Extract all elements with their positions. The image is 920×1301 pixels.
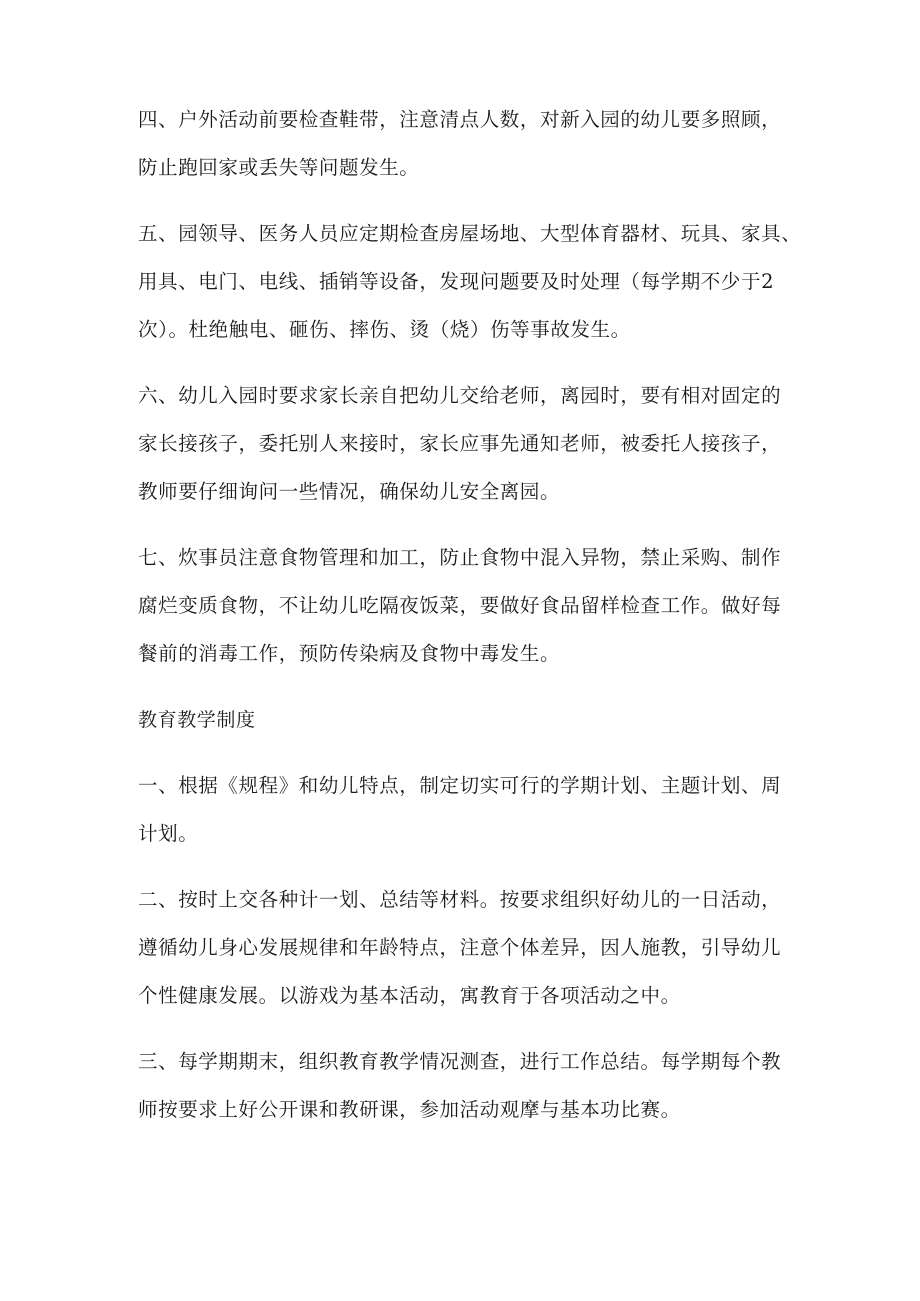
- text-line: 七、炊事员注意食物管理和加工，防止食物中混入异物，禁止采购、制作: [138, 546, 782, 569]
- text-line: 六、幼儿入园时要求家长亲自把幼儿交给老师，离园时，要有相对固定的: [138, 384, 782, 407]
- text-line: 计划。: [138, 822, 199, 845]
- text-line: 二、按时上交各种计一划、总结等材料。按要求组织好幼儿的一日活动，: [138, 888, 782, 911]
- paragraph-rule-5: [138, 210, 802, 354]
- paragraph-rule-7: [138, 534, 798, 678]
- text-line: 腐烂变质食物，不让幼儿吃隔夜饭菜，要做好食品留样检查工作。做好每: [138, 594, 782, 617]
- text-line: 用具、电门、电线、插销等设备，发现问题要及时处理（每学期不少于2: [138, 270, 775, 293]
- paragraph-edu-3: [138, 1038, 798, 1134]
- paragraph-rule-6: [138, 372, 798, 516]
- text-line: 四、户外活动前要检查鞋带，注意清点人数，对新入园的幼儿要多照顾，: [138, 108, 782, 131]
- text-line: 五、园领导、医务人员应定期检查房屋场地、大型体育器材、玩具、家具、: [138, 222, 802, 245]
- section-heading-block: [138, 696, 798, 744]
- text-line: 一、根据《规程》和幼儿特点，制定切实可行的学期计划、主题计划、周: [138, 774, 782, 797]
- text-line: 教师要仔细询问一些情况，确保幼儿安全离园。: [138, 480, 561, 503]
- text-line: 师按要求上好公开课和教研课，参加活动观摩与基本功比赛。: [138, 1098, 681, 1121]
- text-line: 次）。杜绝触电、砸伤、摔伤、烫（烧）伤等事故发生。: [138, 318, 631, 341]
- text-line: 个性健康发展。以游戏为基本活动，寓教育于各项活动之中。: [138, 984, 681, 1007]
- text-line: 遵循幼儿身心发展规律和年龄特点，注意个体差异，因人施教，引导幼儿: [138, 936, 782, 959]
- paragraph-edu-1: [138, 762, 798, 858]
- text-line: 家长接孩子，委托别人来接时，家长应事先通知老师，被委托人接孩子，: [138, 432, 782, 455]
- section-heading: 教育教学制度: [138, 709, 256, 731]
- text-line: 防止跑回家或丢失等问题发生。: [138, 156, 420, 179]
- document-page: [138, 96, 802, 1152]
- text-line: 三、每学期期末，组织教育教学情况测查，进行工作总结。每学期每个教: [138, 1050, 782, 1073]
- paragraph-rule-4: [138, 96, 798, 192]
- paragraph-edu-2: [138, 876, 798, 1020]
- text-line: 餐前的消毒工作，预防传染病及食物中毒发生。: [138, 642, 561, 665]
